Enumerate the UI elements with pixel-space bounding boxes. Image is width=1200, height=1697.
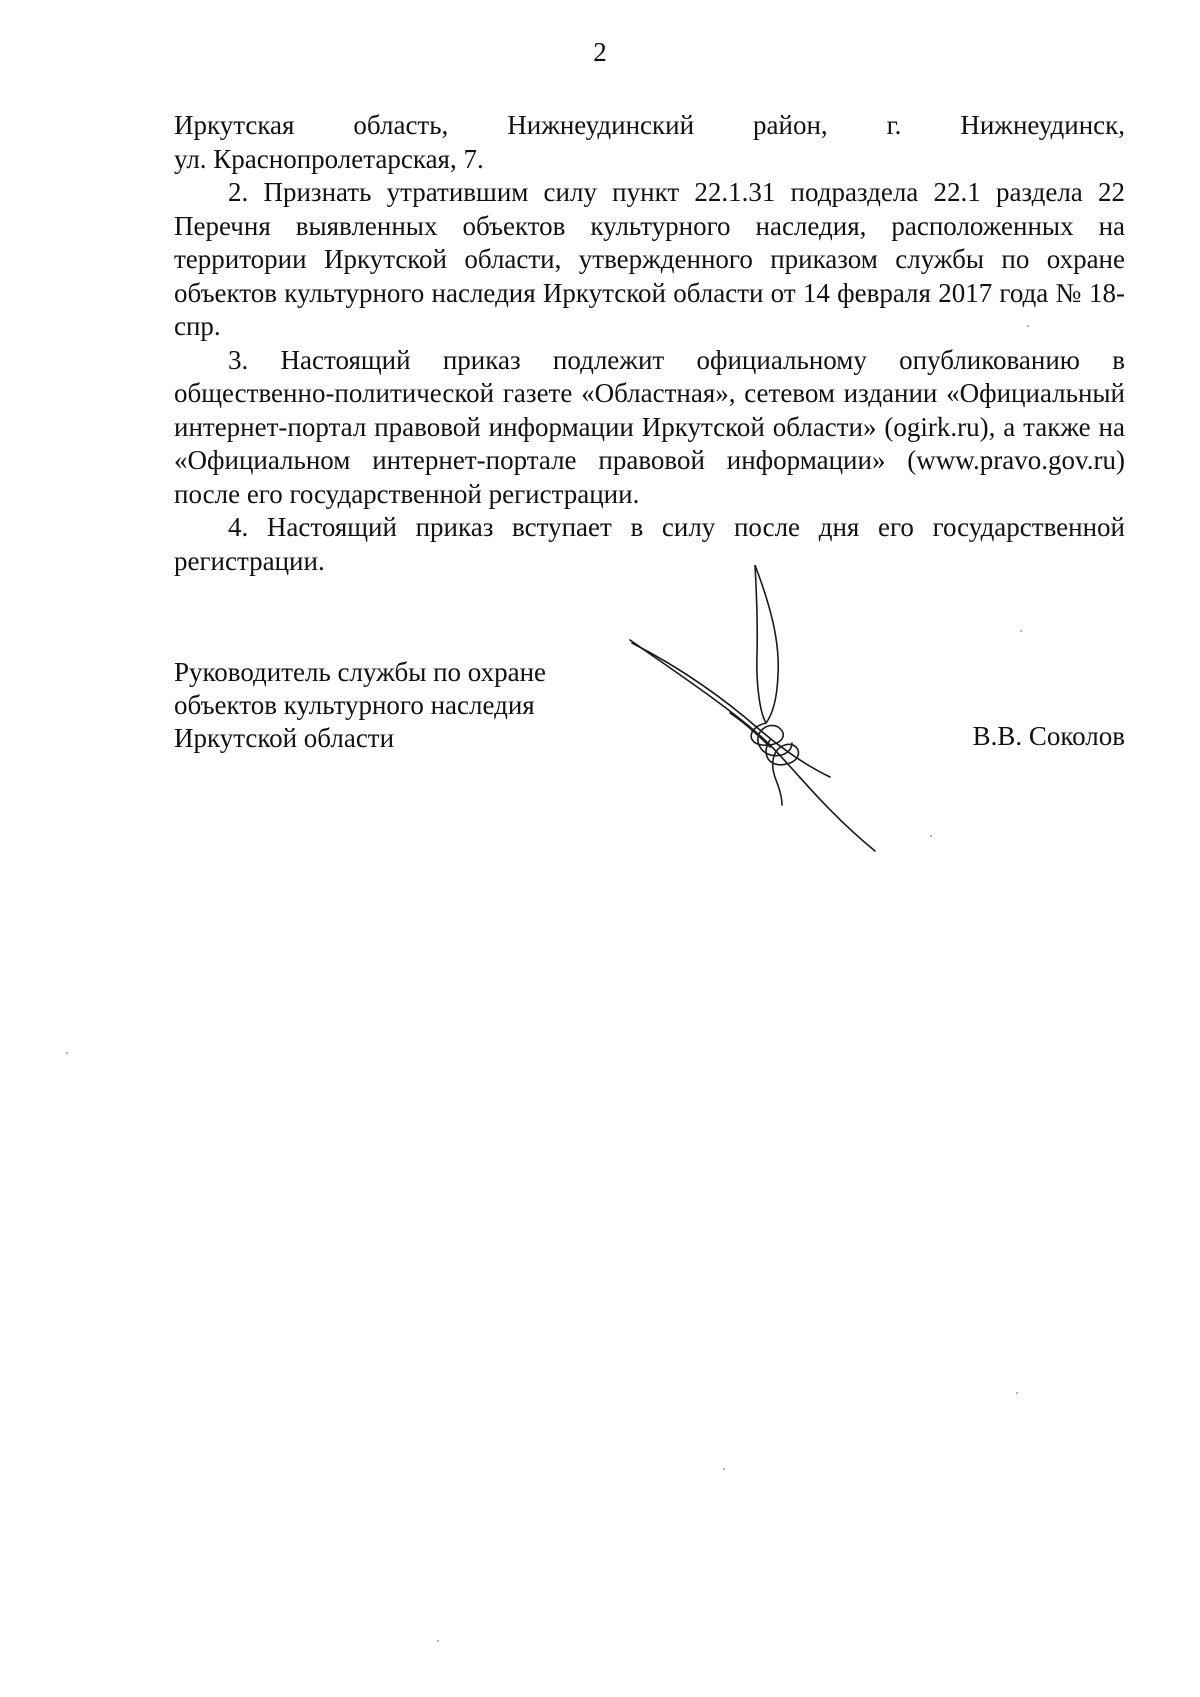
paper-speck — [930, 835, 932, 837]
paper-speck — [723, 1468, 725, 1470]
position-line-1: Руководитель службы по охране — [174, 657, 547, 687]
position-line-2: объектов культурного наследия — [174, 690, 535, 720]
paper-speck — [1027, 325, 1029, 327]
paper-speck — [66, 1052, 68, 1054]
page-number: 2 — [593, 37, 607, 67]
item-2-paragraph: 2. Признать утратившим силу пункт 22.1.31 подраздела 22.1 раздела 22 Перечня выявленных объектов культурного наследия, расположенных на территории Иркутской области, утвержденного приказом службы по охране объектов культурного наследия Иркутской области от 14 февраля 2017 года № 18-спр. — [174, 177, 1125, 341]
signer-position — [174, 656, 634, 755]
position-line-3: Иркутской области — [174, 723, 395, 753]
item-3-paragraph: 3. Настоящий приказ подлежит официальному опубликованию в общественно-политической газете «Областная», сетевом издании «Официальный интернет-портал правовой информации Иркутской области» (ogirk.ru), а также на «Официальном интернет-портале правовой информации» (www.pravo.gov.ru) после его государственной регистрации. — [174, 344, 1125, 509]
paper-speck — [1016, 1392, 1018, 1394]
document-body — [174, 109, 1125, 578]
address-line-2: ул. Краснопролетарская, 7. — [174, 143, 484, 174]
paper-speck — [437, 1640, 439, 1642]
item-4-paragraph: 4. Настоящий приказ вступает в силу после дня его государственной регистрации. — [174, 512, 1125, 576]
handwritten-signature-icon — [620, 565, 900, 855]
signer-name: В.В. Соколов — [972, 721, 1125, 751]
address-line-1: Иркутская область, Нижнеудинский район, г. Нижнеудинск, — [174, 110, 1125, 140]
paper-speck — [1020, 630, 1022, 632]
